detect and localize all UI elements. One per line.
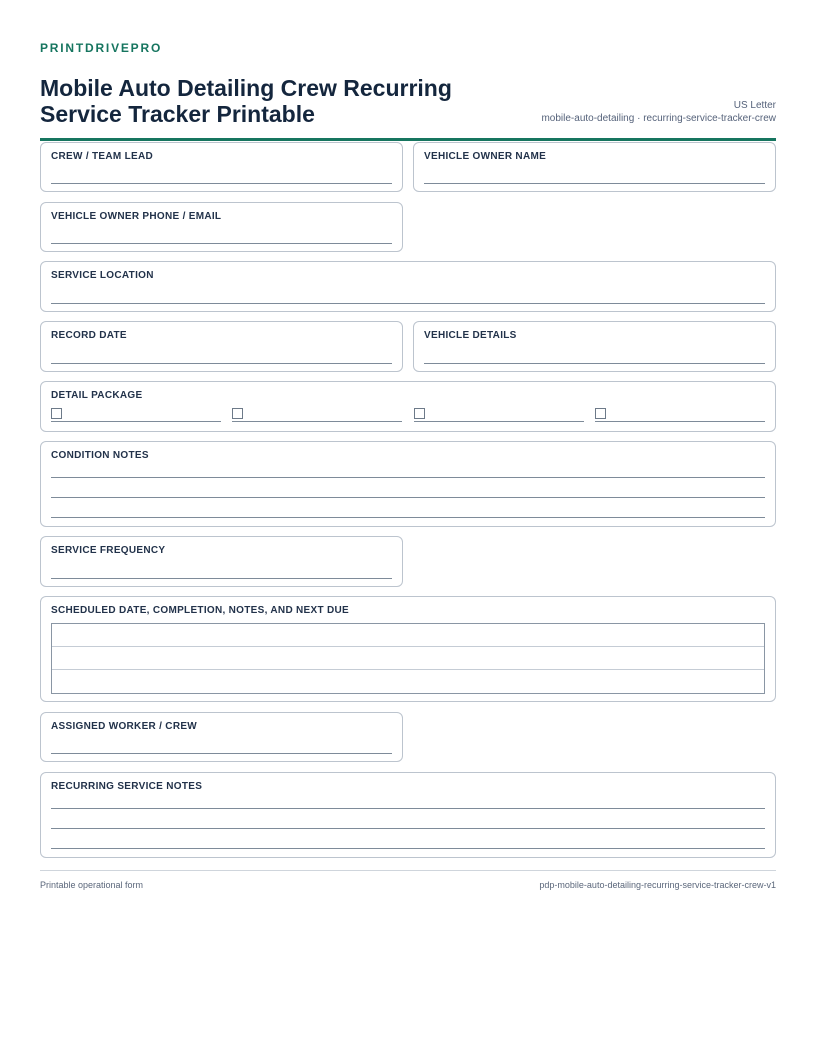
field-label: SERVICE LOCATION (51, 270, 154, 281)
field-label: RECURRING SERVICE NOTES (51, 781, 203, 792)
write-line[interactable] (232, 421, 402, 422)
footer-right: pdp-mobile-auto-detailing-recurring-service-tracker-crew-v1 (539, 880, 776, 890)
write-line[interactable] (51, 753, 392, 754)
owner-name-field[interactable] (413, 142, 776, 192)
brand-name: PRINTDRIVEPRO (40, 41, 163, 55)
schedule-table (51, 623, 765, 694)
field-label: VEHICLE OWNER PHONE / EMAIL (51, 211, 222, 222)
form-slug: mobile-auto-detailing · recurring-service-tracker-crew (541, 113, 776, 124)
write-line[interactable] (51, 363, 392, 364)
checkbox[interactable] (414, 408, 425, 419)
footer-left: Printable operational form (40, 880, 144, 890)
field-label: DETAIL PACKAGE (51, 390, 143, 401)
field-label: CREW / TEAM LEAD (51, 151, 154, 162)
write-line[interactable] (51, 848, 765, 849)
checkbox[interactable] (232, 408, 243, 419)
service-location-field[interactable] (40, 261, 776, 312)
vehicle-details-field[interactable] (413, 321, 776, 372)
write-line[interactable] (414, 421, 584, 422)
write-line[interactable] (51, 808, 765, 809)
field-label: SCHEDULED DATE, COMPLETION, NOTES, AND NEXT DUE (51, 605, 350, 616)
field-label: VEHICLE OWNER NAME (424, 151, 547, 162)
checkbox[interactable] (595, 408, 606, 419)
owner-contact-field[interactable] (40, 202, 403, 252)
write-line[interactable] (424, 363, 765, 364)
record-date-field[interactable] (40, 321, 403, 372)
condition-notes-field[interactable] (40, 441, 776, 527)
header (40, 55, 776, 141)
checkbox[interactable] (51, 408, 62, 419)
write-line[interactable] (51, 303, 765, 304)
form-page (40, 40, 776, 141)
package-option-1[interactable] (51, 408, 221, 422)
page-title: Mobile Auto Detailing Crew Recurring Service Tracker Printable (40, 75, 452, 127)
detail-package-field (40, 381, 776, 432)
paper-size: US Letter (733, 100, 776, 111)
schedule-table-field (40, 596, 776, 702)
package-option-3[interactable] (414, 408, 584, 422)
footer (40, 870, 776, 890)
write-line[interactable] (51, 243, 392, 244)
assigned-worker-field[interactable] (40, 712, 403, 762)
service-frequency-field[interactable] (40, 536, 403, 587)
write-line[interactable] (51, 477, 765, 478)
table-row[interactable] (52, 670, 764, 693)
write-line[interactable] (424, 183, 765, 184)
field-label: RECORD DATE (51, 330, 127, 341)
field-label: ASSIGNED WORKER / CREW (51, 721, 198, 732)
write-line[interactable] (51, 497, 765, 498)
field-label: SERVICE FREQUENCY (51, 545, 166, 556)
table-row[interactable] (52, 647, 764, 670)
table-row[interactable] (52, 624, 764, 647)
field-label: VEHICLE DETAILS (424, 330, 517, 341)
write-line[interactable] (51, 421, 221, 422)
write-line[interactable] (51, 183, 392, 184)
write-line[interactable] (595, 421, 765, 422)
package-option-4[interactable] (595, 408, 765, 422)
recurring-notes-field[interactable] (40, 772, 776, 858)
crew-lead-field[interactable] (40, 142, 403, 192)
write-line[interactable] (51, 578, 392, 579)
page-meta (541, 99, 776, 125)
package-option-2[interactable] (232, 408, 402, 422)
field-label: CONDITION NOTES (51, 450, 149, 461)
write-line[interactable] (51, 517, 765, 518)
write-line[interactable] (51, 828, 765, 829)
